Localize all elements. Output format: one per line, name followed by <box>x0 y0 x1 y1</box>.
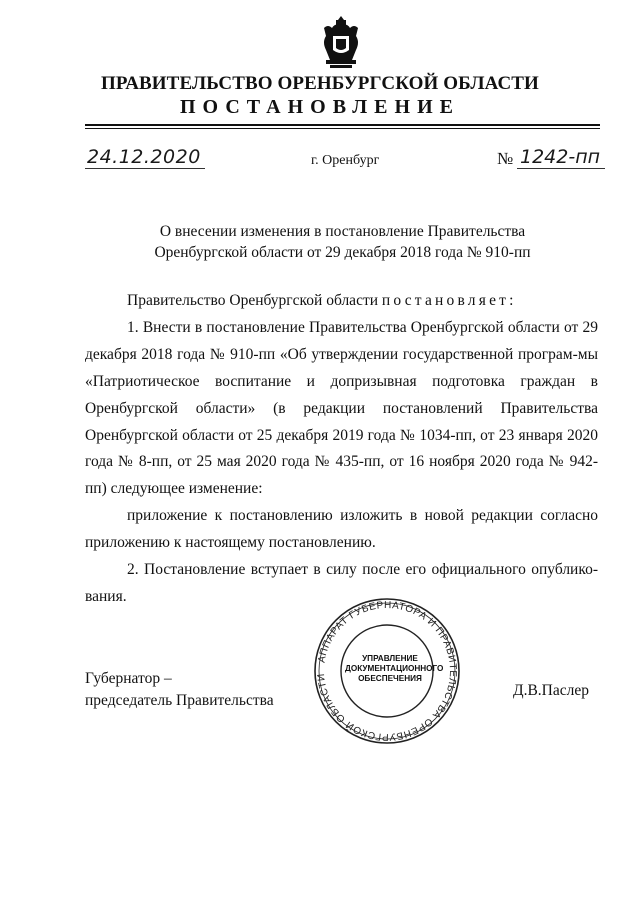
seal-inner-text <box>345 654 444 684</box>
header-rule <box>85 124 600 126</box>
coat-of-arms-icon <box>318 14 364 70</box>
seal-outer-text: АППАРАТ ГУБЕРНАТОРА И ПРАВИТЕЛЬСТВА ОРЕНБУРГСКОЙ ОБЛАСТИ <box>315 599 459 743</box>
document-date: 24.12.2020 <box>87 146 201 168</box>
signer-position <box>85 668 274 712</box>
number-label: № <box>497 149 514 168</box>
signer-name: Д.В.Паслер <box>513 682 589 699</box>
body-paragraph-2: приложение к постановлению изложить в новой редакции согласно приложению к настоящему постановлению. <box>85 507 598 552</box>
seal-line-3: ОБЕСПЕЧЕНИЯ <box>358 674 422 683</box>
seal-line-2: ДОКУМЕНТАЦИОННОГО <box>345 664 444 673</box>
intro-text: Правительство Оренбургской области <box>127 292 382 309</box>
government-name: ПРАВИТЕЛЬСТВО ОРЕНБУРГСКОЙ ОБЛАСТИ <box>101 73 539 94</box>
date-underline <box>85 168 205 169</box>
subject-line-2: Оренбургской области от 29 декабря 2018 года № 910-пп <box>154 244 531 261</box>
number-underline <box>517 168 605 169</box>
document-city: г. Оренбург <box>311 153 380 168</box>
body-intro <box>85 288 598 315</box>
signer-position-line-2: председатель Правительства <box>85 692 274 709</box>
subject-line-1: О внесении изменения в постановление Правительства <box>159 223 526 240</box>
body-paragraph-1: 1. Внести в постановление Правительства Оренбургской области от 29 декабря 2018 года № 910-пп «Об утверждении государственной програм-мы «Патриотическое воспитание и допризывная подготовка граждан в Оренбургской области» (в редакции постановлений Правительства Оренбургской области от 25 декабря 2019 года № 1034-пп, от 23 января 2020 года № 8-пп, от 25 мая 2020 года № 435-пп, от 16 ноября 2020 года № 942-пп) следующее изменение: <box>85 318 598 498</box>
seal-line-1: УПРАВЛЕНИЕ <box>362 654 418 663</box>
document-subject <box>85 221 600 263</box>
signer-position-line-1: Губернатор – <box>85 670 172 687</box>
header-rule-thin <box>85 128 600 129</box>
intro-spaced: постановляет: <box>381 292 517 309</box>
body-paragraph-3: 2. Постановление вступает в силу после его официального опублико-вания. <box>85 561 598 605</box>
document-type: ПОСТАНОВЛЕНИЕ <box>180 96 460 118</box>
document-number: 1242-пп <box>520 146 601 168</box>
document-body <box>85 288 598 611</box>
